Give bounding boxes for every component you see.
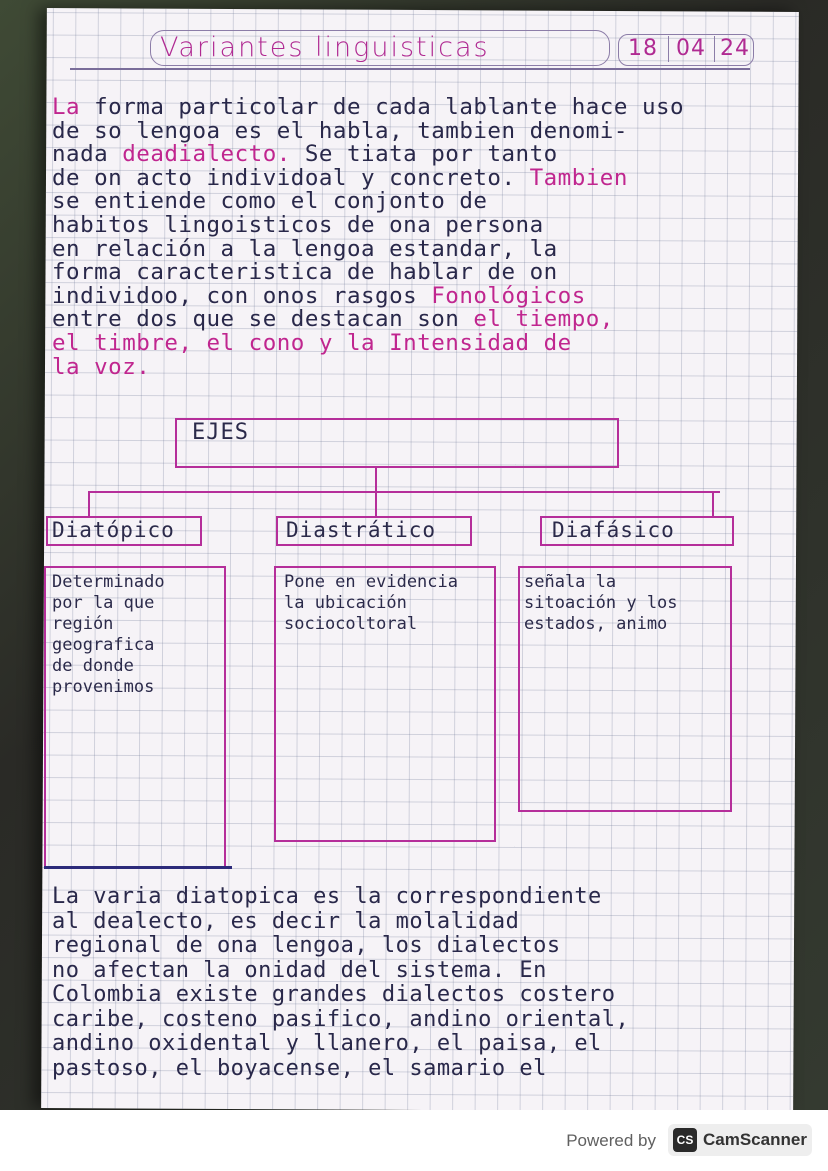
paragraph-line <box>52 306 614 332</box>
paragraph-line <box>52 212 544 238</box>
date-separator <box>714 36 715 62</box>
text-segment: entre dos que se destacan son <box>52 306 474 333</box>
paragraph-line: pastoso, el boyacense, el samario el <box>52 1055 547 1081</box>
highlighted-text: el timbre, el cono y la Intensidad de <box>52 330 572 356</box>
date-month: 04 <box>676 36 706 61</box>
paragraph-line: regional de ona lengoa, los dialectos <box>52 933 561 958</box>
date-separator <box>668 36 669 62</box>
diafasico-text: señala la sitoación y los estados, animo <box>524 572 678 634</box>
text-segment: Se tiata por tanto <box>290 141 558 168</box>
diastratico-text: Pone en evidencia la ubicación sociocoltoral <box>284 572 458 634</box>
paragraph-line: caribe, costeno pasifico, andino oriental, <box>52 1006 630 1032</box>
paragraph-line: Colombia existe grandes dialectos costero <box>52 982 616 1007</box>
date-year: 24 <box>720 36 750 61</box>
camscanner-brand-name: CamScanner <box>703 1130 807 1149</box>
paragraph-line: no afectan la onidad del sistema. En <box>52 957 547 983</box>
text-segment: en relación a la lengoa estandar, la <box>52 235 558 262</box>
text-segment: de on acto individoal y concreto. <box>52 164 516 191</box>
highlighted-text: deadialecto. <box>122 141 291 168</box>
paragraph-line <box>52 283 586 309</box>
paragraph-line <box>52 188 487 214</box>
paragraph-line <box>52 259 558 285</box>
paragraph-line <box>52 94 684 120</box>
text-segment: forma particolar de cada lablante hace uso <box>80 94 685 120</box>
paragraph-line <box>52 236 558 262</box>
text-segment: forma caracteristica de hablar de on <box>52 259 558 286</box>
text-segment: se entiende como el conjonto de <box>52 188 488 215</box>
text-segment: habitos lingoisticos de ona persona <box>52 212 544 238</box>
ejes-label: EJES <box>192 420 249 445</box>
paragraph-line: andino oxidental y llanero, el paisa, el <box>52 1031 602 1056</box>
diafasico-label: Diafásico <box>552 518 675 542</box>
highlighted-text: Fonológicos <box>431 282 586 309</box>
highlighted-text: la voz. <box>52 353 151 380</box>
powered-by-text: Powered by <box>566 1131 656 1150</box>
paragraph-line <box>52 118 628 144</box>
date-day: 18 <box>628 36 658 61</box>
diatopico-label: Diatópico <box>52 518 175 542</box>
camscanner-icon: CS <box>673 1128 697 1152</box>
connector-vertical <box>375 466 377 492</box>
text-segment: nada <box>52 141 123 168</box>
connector-drop <box>712 491 714 517</box>
paragraph-line <box>52 330 572 356</box>
diatopico-box-underline <box>44 866 232 869</box>
paragraph-line <box>52 354 150 380</box>
connector-drop <box>88 491 90 517</box>
text-segment: de so lengoa es el habla, tambien denomi- <box>52 117 628 144</box>
text-segment: individoo, con onos rasgos <box>52 282 432 309</box>
connector-drop <box>375 491 377 517</box>
diatopico-text: Determinado por la que región geografica de donde provenimos <box>52 572 165 697</box>
paragraph-line <box>52 165 628 191</box>
paragraph-line: La varia diatopica es la correspondiente <box>52 884 602 909</box>
diastratico-label: Diastrático <box>286 518 437 542</box>
highlighted-text: Tambien <box>515 164 628 191</box>
header-rule <box>70 68 750 70</box>
paragraph-line <box>52 141 558 167</box>
paragraph-line: al dealecto, es decir la molalidad <box>52 908 520 934</box>
highlighted-text: el tiempo, <box>473 306 614 333</box>
highlighted-text: La <box>52 94 81 120</box>
connector-horizontal <box>88 491 720 493</box>
page-title: Variantes linguisticas <box>160 32 490 63</box>
